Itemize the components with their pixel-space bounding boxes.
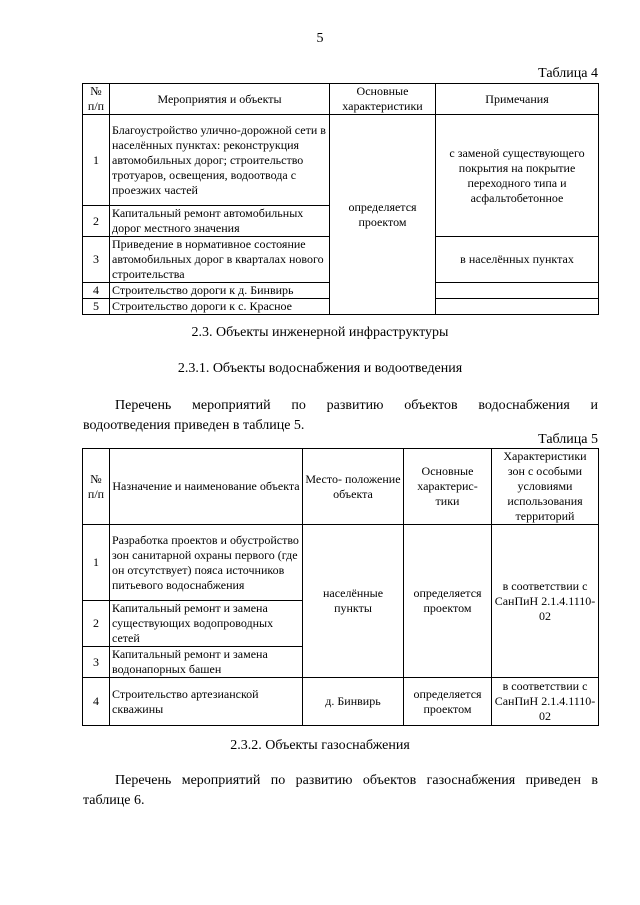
t5-row3-num: 3 — [83, 647, 110, 678]
t5-header-chars: Основные характерис- тики — [404, 449, 492, 525]
t4-row3-num: 3 — [83, 237, 110, 283]
table5 — [82, 448, 599, 726]
t4-row5-num: 5 — [83, 299, 110, 315]
t4-header-chars: Основные характеристики — [330, 84, 436, 115]
t4-row1-num: 1 — [83, 115, 110, 206]
t4-chars-merged: определяется проектом — [330, 115, 436, 315]
t4-header-notes: Примечания — [436, 84, 599, 115]
section-2-3-2-heading: 2.3.2. Объекты газоснабжения — [230, 738, 410, 753]
t4-row3-text: Приведение в нормативное состояние автомобильных дорог в кварталах нового строительства — [110, 237, 330, 283]
page-number: 5 — [316, 31, 324, 46]
t5-zones-1-3: в соответствии с СанПиН 2.1.4.1110-02 — [492, 525, 599, 678]
t4-note-1-2: с заменой существующего покрытия на покрытие переходного типа и асфальтобетонное — [436, 115, 599, 237]
t5-location-4: д. Бинвирь — [303, 678, 404, 726]
t4-note-3: в населённых пунктах — [436, 237, 599, 283]
t5-row3-text: Капитальный ремонт и замена водонапорных башен — [110, 647, 303, 678]
t4-note-5-empty — [436, 299, 599, 315]
paragraph-gas-text: Перечень мероприятий по развитию объектов газоснабжения приведен в таблице 6. — [83, 773, 598, 808]
t5-header-location: Место- положение объекта — [303, 449, 404, 525]
section-2-3-1-heading: 2.3.1. Объекты водоснабжения и водоотведения — [177, 361, 463, 376]
t5-row2-num: 2 — [83, 601, 110, 647]
paragraph-gas — [83, 771, 598, 811]
paragraph-water-line1: Перечень мероприятий по развитию объектов водоснабжения и — [115, 398, 598, 413]
t4-header-num: № п/п — [83, 84, 110, 115]
t5-row2-text: Капитальный ремонт и замена существующих водопроводных сетей — [110, 601, 303, 647]
t4-row4-text: Строительство дороги к д. Бинвирь — [110, 283, 330, 299]
t5-chars-4: определяется проектом — [404, 678, 492, 726]
t5-chars-1-3: определяется проектом — [404, 525, 492, 678]
t5-row4-num: 4 — [83, 678, 110, 726]
t4-row4-num: 4 — [83, 283, 110, 299]
t5-row1-num: 1 — [83, 525, 110, 601]
t4-row2-num: 2 — [83, 206, 110, 237]
section-2-3-heading: 2.3. Объекты инженерной инфраструктуры — [191, 325, 449, 340]
t5-header-num: № п/п — [83, 449, 110, 525]
t5-row1-text: Разработка проектов и обустройство зон санитарной охраны первого (где он отсутствует) пояса источников питьевого водоснабжения — [110, 525, 303, 601]
paragraph-water-line2: водоотведения приведен в таблице 5. — [83, 418, 305, 433]
t5-location-1-3: населённые пункты — [303, 525, 404, 678]
t5-header-zones: Характеристики зон с особыми условиями использования территорий — [492, 449, 599, 525]
t4-note-4-empty — [436, 283, 599, 299]
t4-row1-text: Благоустройство улично-дорожной сети в населённых пунктах: реконструкция автомобильных дорог; строительство тротуаров, освещения, водоотвода с проезжих частей — [110, 115, 330, 206]
t4-row5-text: Строительство дороги к с. Красное — [110, 299, 330, 315]
t5-row4-text: Строительство артезианской скважины — [110, 678, 303, 726]
t5-zones-4: в соответствии с СанПиН 2.1.4.1110-02 — [492, 678, 599, 726]
table5-caption: Таблица 5 — [538, 432, 598, 447]
paragraph-water — [83, 396, 598, 436]
t4-header-measures: Мероприятия и объекты — [110, 84, 330, 115]
t5-header-name: Назначение и наименование объекта — [110, 449, 303, 525]
t4-row2-text: Капитальный ремонт автомобильных дорог местного значения — [110, 206, 330, 237]
table4 — [82, 83, 599, 315]
table4-caption: Таблица 4 — [538, 66, 598, 81]
